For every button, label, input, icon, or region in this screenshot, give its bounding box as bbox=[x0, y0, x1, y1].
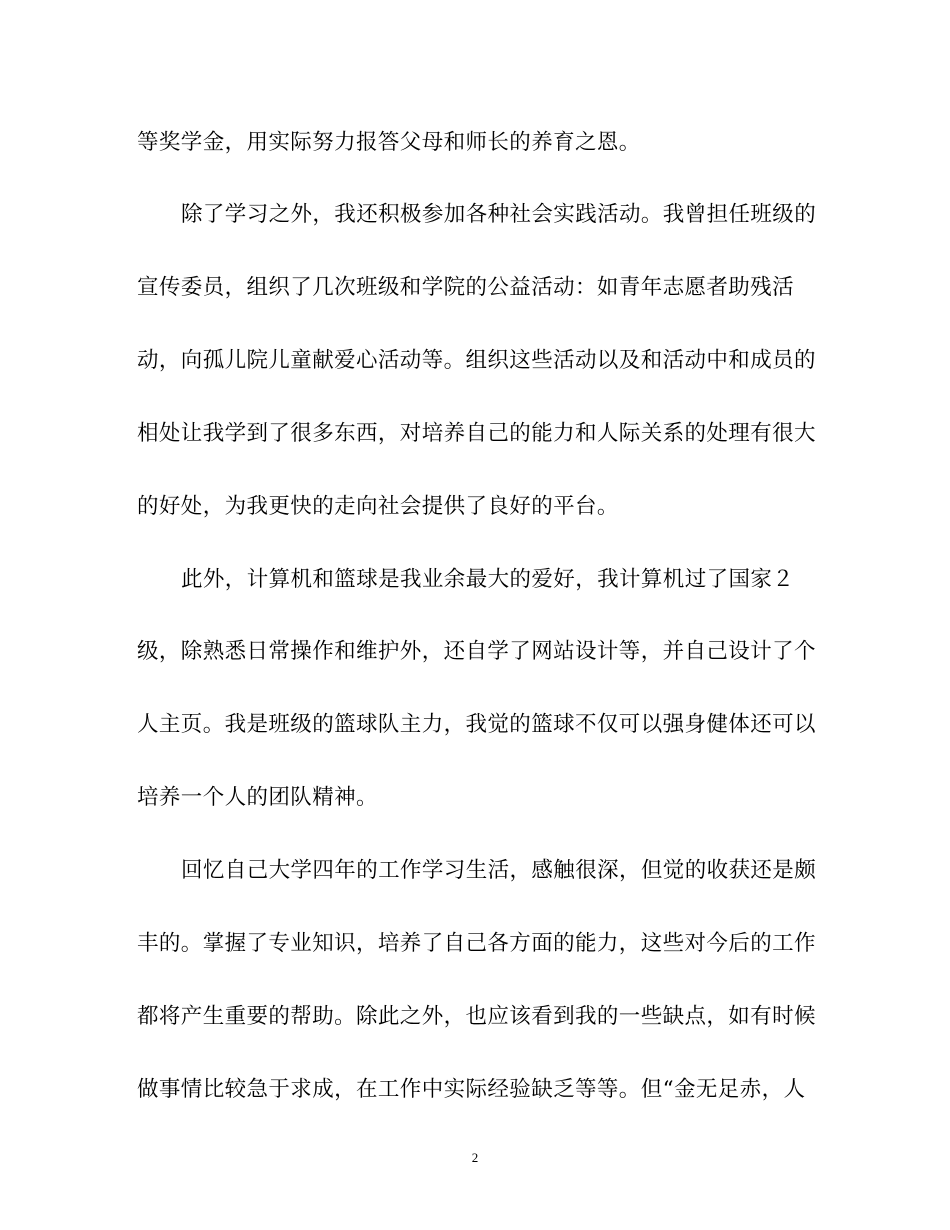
page-number: 2 bbox=[471, 1150, 479, 1165]
paragraph-first-line: 回忆自己大学四年的工作学习生活，感触很深，但觉的收获还是颇 bbox=[181, 858, 817, 883]
text-line: 丰的。掌握了专业知识，培养了自己各方面的能力，这些对今后的工作 bbox=[137, 931, 816, 956]
text-line: 动，向孤儿院儿童献爱心活动等。组织这些活动以及和活动中和成员的 bbox=[137, 348, 816, 373]
text-line: 相处让我学到了很多东西，对培养自己的能力和人际关系的处理有很大 bbox=[137, 421, 816, 446]
text-line: 人主页。我是班级的篮球队主力，我觉的篮球不仅可以强身健体还可以 bbox=[137, 712, 816, 737]
text-line: 等奖学金，用实际努力报答父母和师长的养育之恩。 bbox=[137, 130, 641, 155]
paragraph-first-line: 此外，计算机和篮球是我业余最大的爱好，我计算机过了国家２ bbox=[181, 567, 795, 592]
text-line: 做事情比较急于求成，在工作中实际经验缺乏等等。但“金无足赤，人 bbox=[137, 1077, 806, 1102]
text-line: 级，除熟悉日常操作和维护外，还自学了网站设计等，并自己设计了个 bbox=[137, 639, 816, 664]
text-line: 的好处，为我更快的走向社会提供了良好的平台。 bbox=[137, 494, 619, 519]
text-line: 都将产生重要的帮助。除此之外，也应该看到我的一些缺点，如有时候 bbox=[137, 1004, 816, 1029]
text-line: 宣传委员，组织了几次班级和学院的公益活动：如青年志愿者助残活 bbox=[137, 275, 795, 300]
paragraph-first-line: 除了学习之外，我还积极参加各种社会实践活动。我曾担任班级的 bbox=[181, 202, 817, 227]
text-line: 培养一个人的团队精神。 bbox=[137, 785, 378, 810]
